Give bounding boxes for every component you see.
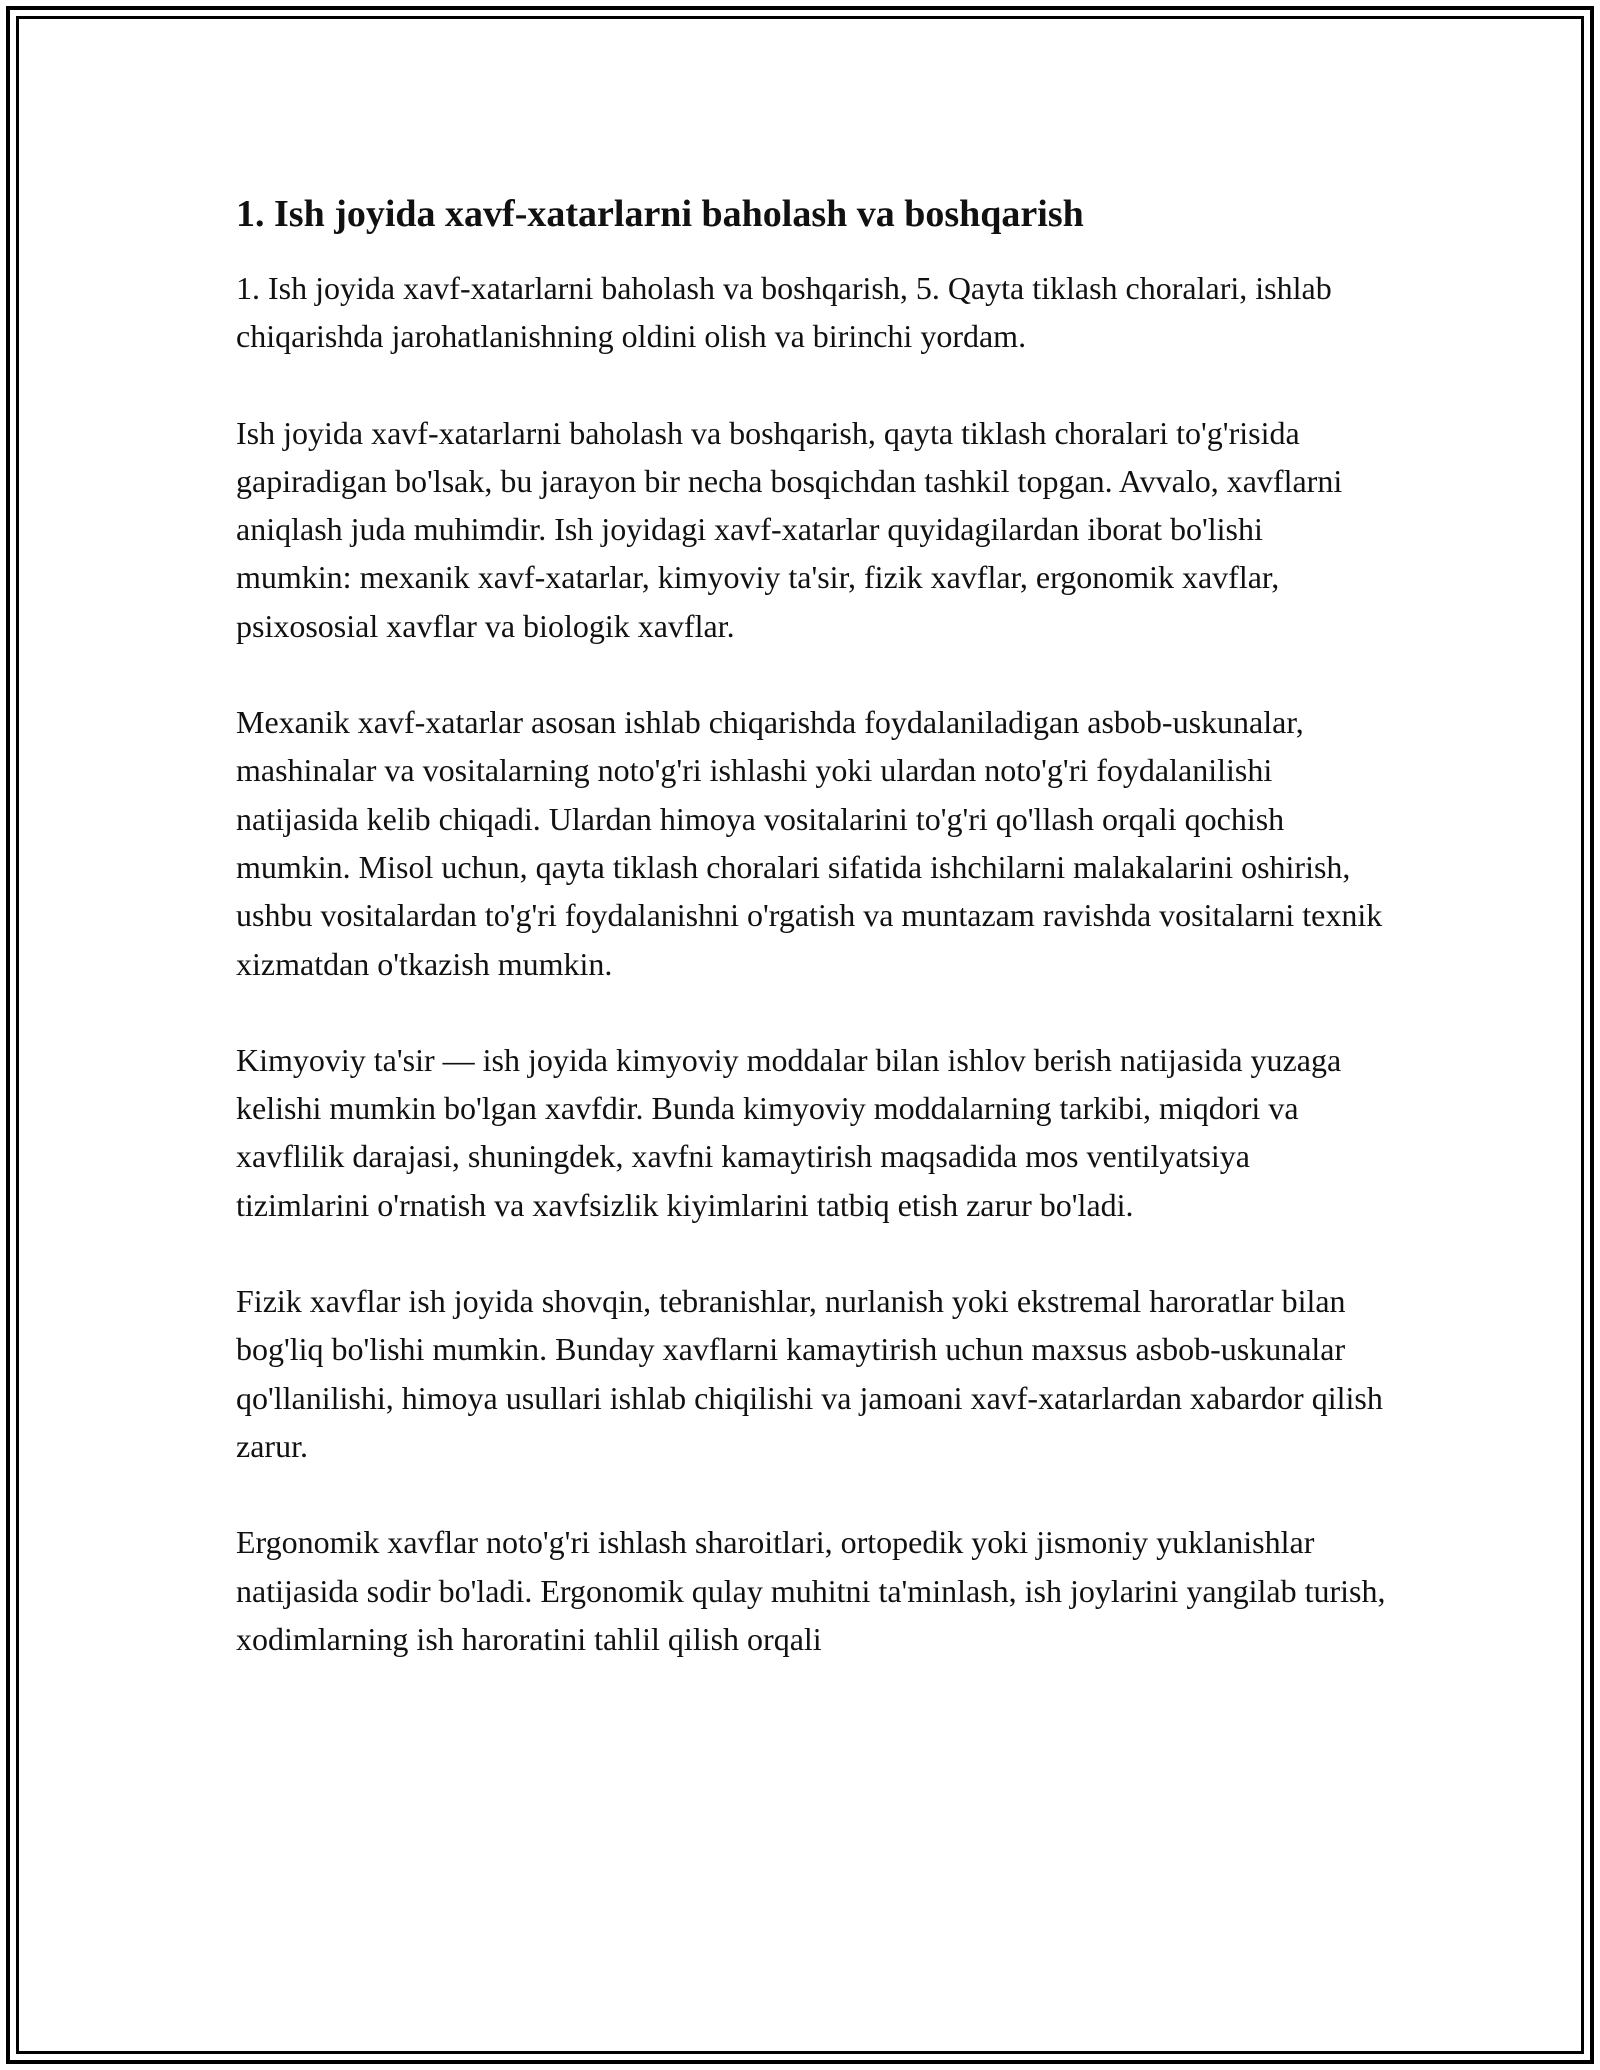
document-title: 1. Ish joyida xavf-xatarlarni baholash va boshqarish: [236, 193, 1084, 235]
paragraph-intro: 1. Ish joyida xavf-xatarlarni baholash va boshqarish, 5. Qayta tiklash choralari, ishlab chiqarishda jarohatlanishning oldini olish va birinchi yordam.: [236, 270, 1332, 355]
paragraph-overview: Ish joyida xavf-xatarlarni baholash va boshqarish, qayta tiklash choralari to'g'risida gapiradigan bo'lsak, bu jarayon bir necha bosqichdan tashkil topgan. Avvalo, xavflarni aniqlash juda muhimdir. Ish joyidagi xavf-xatarlar quyidagilardan iborat bo'lishi mumkin: mexanik xavf-xatarlar, kimyoviy ta'sir, fizik xavflar, ergonomik xavflar, psixososial xavflar va biologik xavflar.: [236, 414, 1343, 644]
paragraph-chemical: Kimyoviy ta'sir — ish joyida kimyoviy moddalar bilan ishlov berish natijasida yuzaga kelishi mumkin bo'lgan xavfdir. Bunda kimyoviy moddalarning tarkibi, miqdori va xavflilik darajasi, shuningdek, xavfni kamaytirish maqsadida mos ventilyatsiya tizimlarini o'rnatish va xavfsizlik kiyimlarini tatbiq etish zarur bo'ladi.: [236, 1041, 1342, 1223]
paragraph-ergonomic: Ergonomik xavflar noto'g'ri ishlash sharoitlari, ortopedik yoki jismoniy yuklanishlar natijasida sodir bo'ladi. Ergonomik qulay muhitni ta'minlash, ish joylarini yangilab turish, xodimlarning ish haroratini tahlil qilish orqali: [236, 1524, 1386, 1657]
paragraph-mechanical: Mexanik xavf-xatarlar asosan ishlab chiqarishda foydalaniladigan asbob-uskunalar, mashinalar va vositalarning noto'g'ri ishlashi yoki ulardan noto'g'ri foydalanilishi natijasida kelib chiqadi. Ulardan himoya vositalarini to'g'ri qo'llash orqali qochish mumkin. Misol uchun, qayta tiklash choralari sifatida ishchilarni malakalarini oshirish, ushbu vositalardan to'g'ri foydalanishni o'rgatish va muntazam ravishda vositalarni texnik xizmatdan o'tkazish mumkin.: [236, 704, 1383, 982]
paragraph-physical: Fizik xavflar ish joyida shovqin, tebranishlar, nurlanish yoki ekstremal haroratlar bilan bog'liq bo'lishi mumkin. Bunday xavflarni kamaytirish uchun maxsus asbob-uskunalar qo'llanilishi, himoya usullari ishlab chiqilishi va jamoani xavf-xatarlardan xabardor qilish zarur.: [236, 1283, 1383, 1464]
document-body: [236, 186, 1386, 1711]
